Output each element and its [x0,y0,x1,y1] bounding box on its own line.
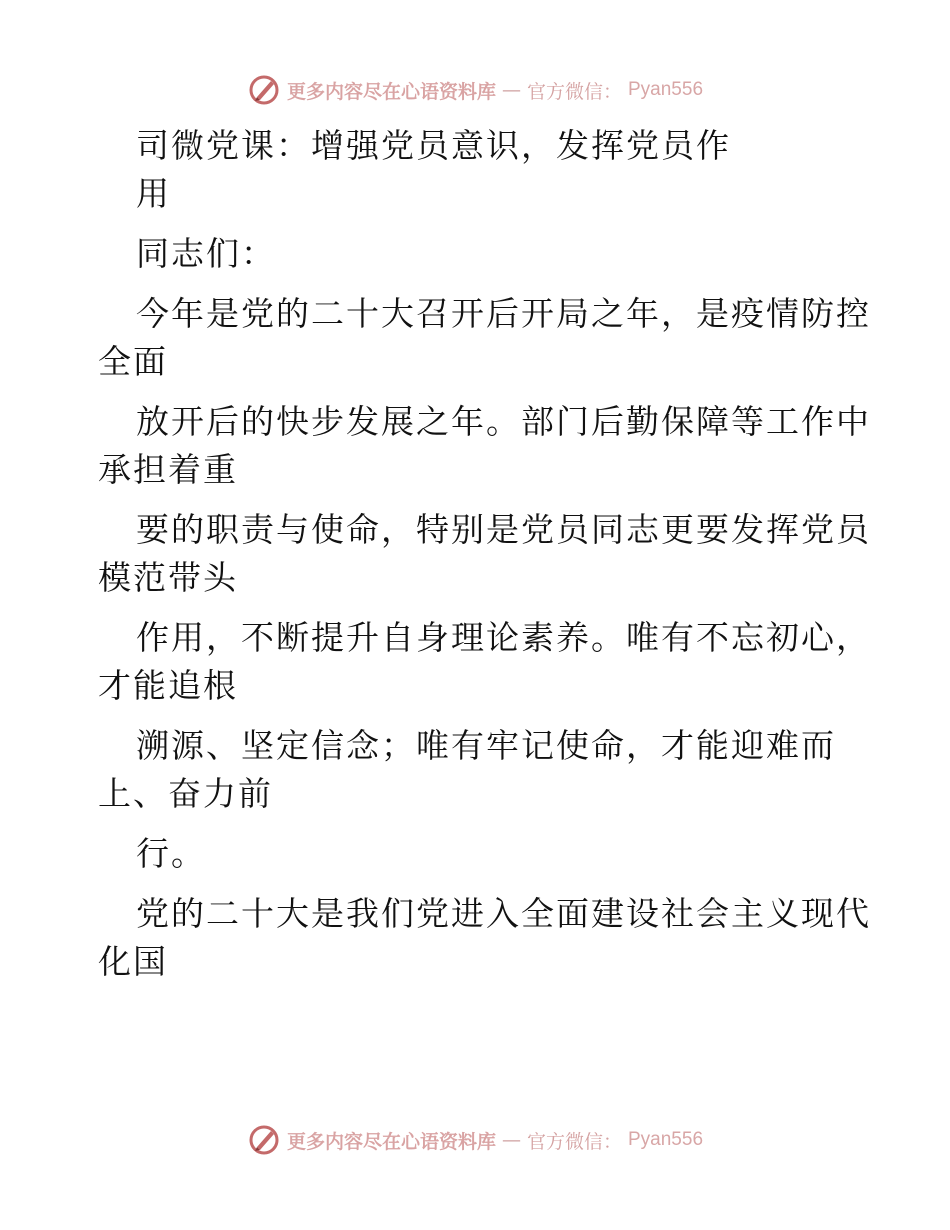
text-line: 承担着重 [98,450,238,489]
watermark-wechat-id: Pyan556 [628,1129,704,1150]
pen-logo-icon [247,73,281,107]
watermark-dash: — [501,79,521,101]
text-line: 溯源、坚定信念；唯有牢记使命，才能迎难而 [136,726,836,765]
text-line: 今年是党的二十大召开后开局之年，是疫情防控 [136,294,871,333]
document-body [98,122,878,986]
watermark-text: 更多内容尽在心语资料库 [286,80,496,103]
text-line: 才能追根 [98,666,238,705]
watermark-text: 更多内容尽在心语资料库 [286,1130,496,1153]
text-line: 全面 [98,342,168,381]
pen-logo-icon [247,1123,281,1157]
text-line: 同志们： [136,234,276,273]
text-line: 司微党课：增强党员意识，发挥党员作 [136,126,731,165]
watermark-dash: — [501,1129,521,1151]
watermark-header [0,70,950,110]
text-line: 放开后的快步发展之年。部门后勤保障等工作中 [136,402,871,441]
text-line: 要的职责与使命，特别是党员同志更要发挥党员 [136,510,871,549]
text-line: 作用，不断提升自身理论素养。唯有不忘初心， [136,618,871,657]
watermark-wechat-label: 官方微信： [526,80,622,103]
text-line: 化国 [98,942,168,981]
text-line: 上、奋力前 [98,774,273,813]
text-line: 党的二十大是我们党进入全面建设社会主义现代 [136,894,871,933]
text-line: 用 [136,174,171,213]
watermark-footer [0,1120,950,1160]
watermark-wechat-id: Pyan556 [628,79,704,100]
text-line: 行。 [136,834,206,873]
text-line: 模范带头 [98,558,238,597]
watermark-wechat-label: 官方微信： [526,1130,622,1153]
